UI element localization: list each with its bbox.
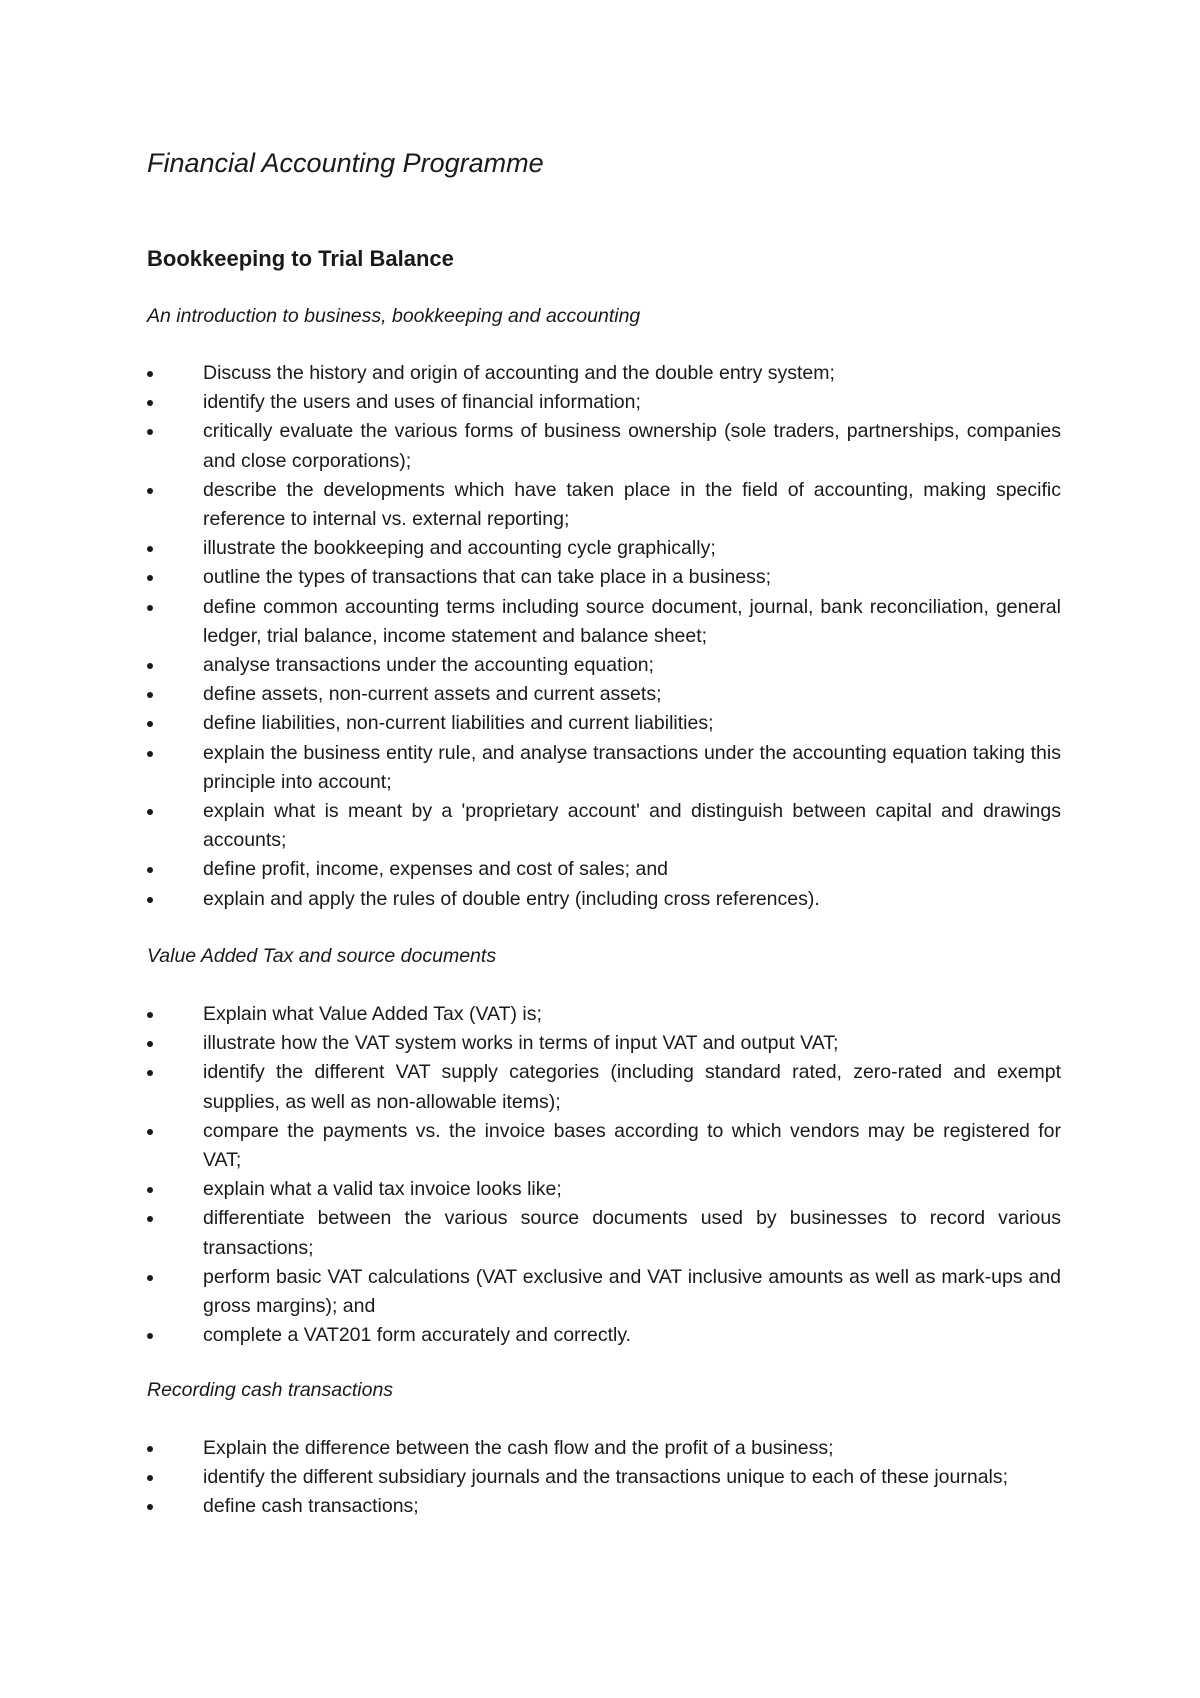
list-item-text: complete a VAT201 form accurately and correctly. bbox=[203, 1324, 632, 1347]
list-item bbox=[147, 1463, 1061, 1492]
list-item-text: explain and apply the rules of double entry (including cross references). bbox=[203, 887, 820, 910]
list-item bbox=[147, 388, 1061, 417]
list-item-text: identify the users and uses of financial information; bbox=[203, 391, 641, 414]
list-item bbox=[147, 1434, 1061, 1463]
list-item bbox=[147, 1000, 1061, 1029]
list-item bbox=[147, 855, 1061, 884]
list-item bbox=[147, 739, 1061, 797]
bullet-icon bbox=[147, 1475, 153, 1481]
bullet-icon bbox=[147, 1187, 153, 1193]
bullet-icon bbox=[147, 371, 153, 377]
bullet-icon bbox=[147, 429, 153, 435]
bullet-icon bbox=[147, 1504, 153, 1510]
list-item-text: identify the different VAT supply categories (including standard rated, zero-rated and exempt supplies, as well as non-allowable items); bbox=[203, 1061, 1061, 1113]
list-item bbox=[147, 885, 1061, 914]
bullet-icon bbox=[147, 488, 153, 494]
bullet-icon bbox=[147, 575, 153, 581]
document-title: Financial Accounting Programme bbox=[147, 148, 544, 178]
subsection-heading-cash: Recording cash transactions bbox=[147, 1379, 394, 1401]
bullet-icon bbox=[147, 897, 153, 903]
subsection-heading-introduction: An introduction to business, bookkeeping and accounting bbox=[147, 305, 641, 327]
bullet-icon bbox=[147, 1041, 153, 1047]
list-item-text: illustrate the bookkeeping and accounting cycle graphically; bbox=[203, 537, 716, 560]
bullet-icon bbox=[147, 692, 153, 698]
list-item bbox=[147, 534, 1061, 563]
list-item bbox=[147, 1029, 1061, 1058]
list-item bbox=[147, 651, 1061, 680]
list-item-text: analyse transactions under the accounting equation; bbox=[203, 654, 654, 677]
bullet-list-cash bbox=[147, 1434, 1061, 1522]
list-item-text: critically evaluate the various forms of business ownership (sole traders, partnerships, companies and close corporations); bbox=[203, 420, 1061, 472]
list-item bbox=[147, 1175, 1061, 1204]
list-item bbox=[147, 563, 1061, 592]
list-item bbox=[147, 1492, 1061, 1521]
list-item-text: explain what is meant by a 'proprietary account' and distinguish between capital and drawings accounts; bbox=[203, 800, 1061, 852]
bullet-icon bbox=[147, 867, 153, 873]
section-title: Bookkeeping to Trial Balance bbox=[147, 246, 454, 271]
bullet-list-introduction bbox=[147, 359, 1061, 914]
list-item-text: define profit, income, expenses and cost of sales; and bbox=[203, 858, 669, 881]
bullet-icon bbox=[147, 1012, 153, 1018]
list-item bbox=[147, 1321, 1061, 1350]
bullet-icon bbox=[147, 546, 153, 552]
list-item bbox=[147, 797, 1061, 855]
bullet-icon bbox=[147, 1275, 153, 1281]
list-item bbox=[147, 709, 1061, 738]
bullet-list-vat bbox=[147, 1000, 1061, 1350]
bullet-icon bbox=[147, 751, 153, 757]
subsection-heading-vat: Value Added Tax and source documents bbox=[147, 945, 497, 967]
bullet-icon bbox=[147, 605, 153, 611]
list-item bbox=[147, 1263, 1061, 1321]
list-item-text: describe the developments which have taken place in the field of accounting, making specific reference to internal vs. external reporting; bbox=[203, 478, 1061, 531]
bullet-icon bbox=[147, 809, 153, 815]
bullet-icon bbox=[147, 1446, 153, 1452]
list-item bbox=[147, 1117, 1061, 1175]
bullet-icon bbox=[147, 1333, 153, 1339]
bullet-icon bbox=[147, 1070, 153, 1076]
list-item-text: explain what a valid tax invoice looks like; bbox=[203, 1178, 562, 1201]
list-item-text: Explain the difference between the cash flow and the profit of a business; bbox=[203, 1437, 834, 1459]
list-item-text: perform basic VAT calculations (VAT exclusive and VAT inclusive amounts as well as mark-ups and gross margins); and bbox=[203, 1265, 1061, 1318]
list-item bbox=[147, 359, 1061, 388]
list-item-text: explain the business entity rule, and analyse transactions under the accounting equation taking this principle into account; bbox=[203, 741, 1061, 793]
bullet-icon bbox=[147, 721, 153, 727]
list-item-text: Discuss the history and origin of accounting and the double entry system; bbox=[203, 362, 835, 384]
bullet-icon bbox=[147, 1216, 153, 1222]
list-item-text: define cash transactions; bbox=[203, 1495, 419, 1518]
bullet-icon bbox=[147, 663, 153, 669]
list-item-text: outline the types of transactions that can take place in a business; bbox=[203, 566, 772, 589]
bullet-icon bbox=[147, 400, 153, 406]
list-item bbox=[147, 680, 1061, 709]
list-item-text: compare the payments vs. the invoice bases according to which vendors may be registered for VAT; bbox=[203, 1119, 1061, 1172]
list-item bbox=[147, 1204, 1061, 1262]
list-item-text: differentiate between the various source documents used by businesses to record various transactions; bbox=[203, 1207, 1061, 1259]
list-item-text: illustrate how the VAT system works in terms of input VAT and output VAT; bbox=[203, 1032, 839, 1055]
list-item bbox=[147, 476, 1061, 534]
list-item bbox=[147, 593, 1061, 651]
bullet-icon bbox=[147, 1129, 153, 1135]
list-item-text: define common accounting terms including source document, journal, bank reconciliation, general ledger, trial balance, income statement and balance sheet; bbox=[203, 595, 1061, 647]
list-item-text: define assets, non-current assets and current assets; bbox=[203, 683, 662, 706]
list-item-text: define liabilities, non-current liabilities and current liabilities; bbox=[203, 712, 714, 735]
list-item-text: identify the different subsidiary journals and the transactions unique to each of these journals; bbox=[203, 1466, 1009, 1489]
list-item-text: Explain what Value Added Tax (VAT) is; bbox=[203, 1003, 542, 1025]
list-item bbox=[147, 1058, 1061, 1116]
list-item bbox=[147, 417, 1061, 475]
